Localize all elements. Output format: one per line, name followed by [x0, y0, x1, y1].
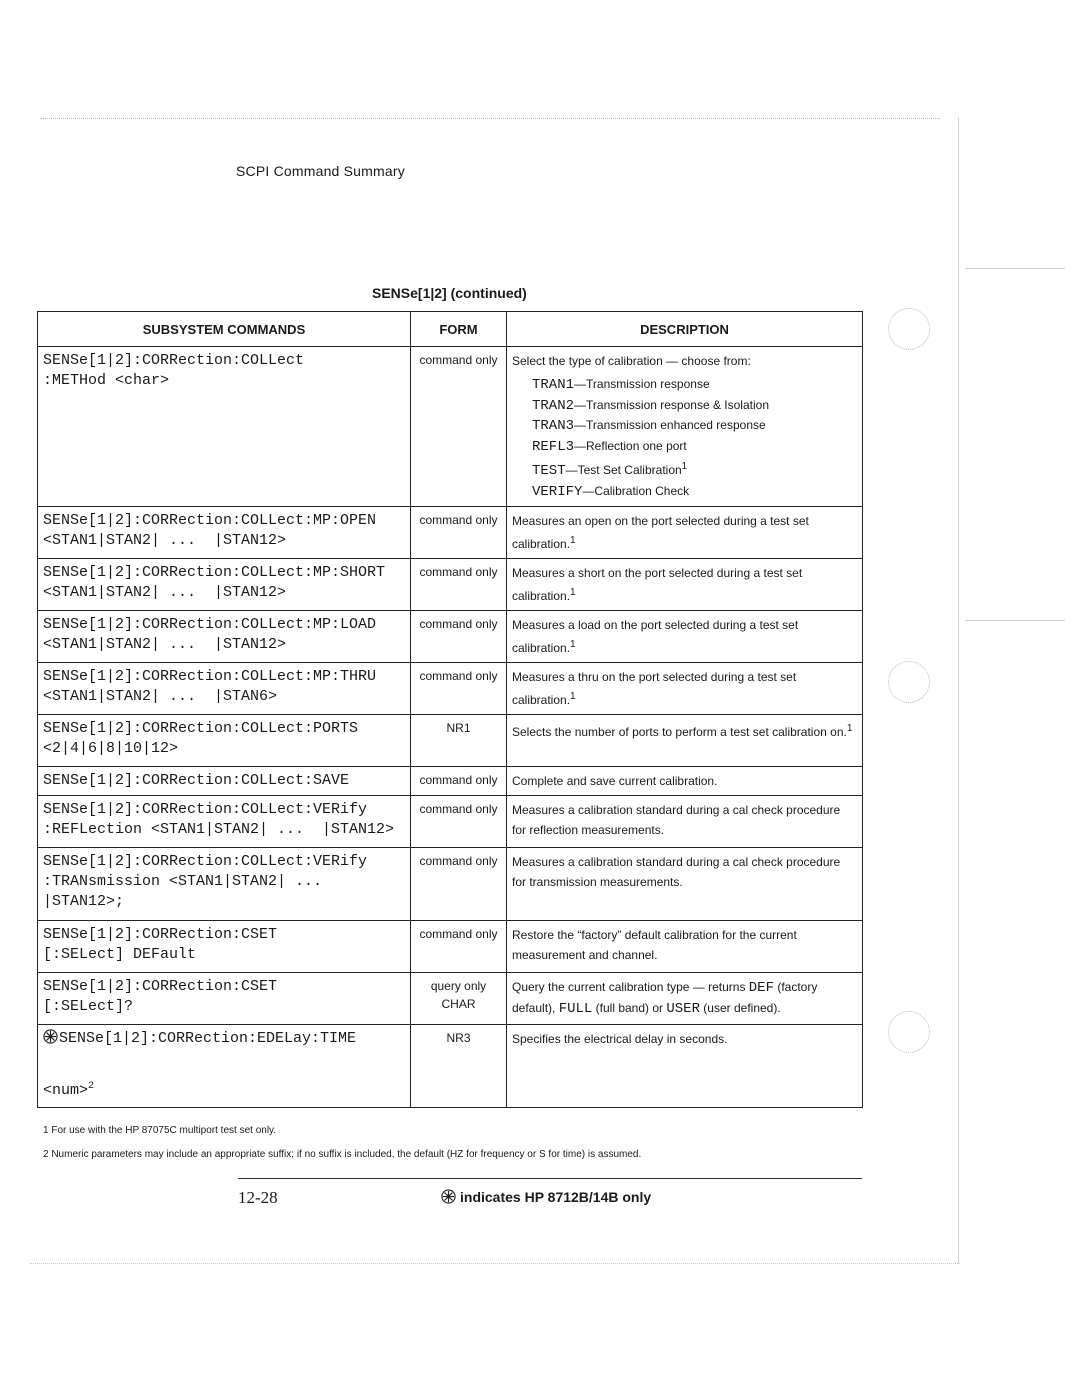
option-item: TRAN1—Transmission response — [532, 377, 710, 393]
method-option-list — [512, 375, 857, 502]
footnote-ref: 1 — [570, 535, 576, 546]
table-row — [38, 848, 863, 921]
table-row — [38, 611, 863, 663]
column-header: SUBSYSTEM COMMANDS — [38, 312, 411, 347]
form-cell: command only — [411, 767, 507, 796]
table-row — [38, 663, 863, 715]
command-text: SENSe[1|2]:CORRection:COLLect:MP:OPEN <STAN1|STAN2| ... |STAN12> — [43, 512, 377, 549]
command-text: SENSe[1|2]:CORRection:COLLect:VERify :TRANsmission <STAN1|STAN2| ... |STAN12>; — [43, 853, 368, 910]
option-item: VERIFY—Calibration Check — [532, 483, 690, 500]
scan-edge-mark — [965, 268, 1065, 269]
table-row — [38, 767, 863, 796]
form-cell: command only — [411, 507, 507, 559]
form-cell: NR3 — [411, 1025, 507, 1108]
description-text: Specifies the electrical delay in seconds. — [507, 1025, 863, 1108]
footnote-ref: 1 — [570, 639, 576, 650]
table-row — [38, 715, 863, 767]
command-text: SENSe[1|2]:CORRection:COLLect:MP:THRU <STAN1|STAN2| ... |STAN6> — [43, 668, 377, 705]
command-text: SENSe[1|2]:CORRection:EDELay:TIME — [43, 1029, 405, 1049]
table-row — [38, 796, 863, 848]
form-cell: command only — [411, 848, 507, 921]
command-text: SENSe[1|2]:CORRection:COLLect:SAVE — [43, 772, 350, 789]
form-cell: command only — [411, 559, 507, 611]
description-text: Measures a calibration standard during a cal check procedure for transmission measurements. — [507, 848, 863, 921]
column-header: FORM — [411, 312, 507, 347]
table-row — [38, 1025, 863, 1108]
hp-model-star-icon — [43, 1029, 58, 1044]
command-table — [37, 311, 863, 1108]
option-item: REFL3—Reflection one port — [532, 438, 687, 455]
footnote: 1 For use with the HP 87075C multiport test set only. — [43, 1125, 277, 1136]
form-value: query only — [430, 979, 487, 993]
description-text: Select the type of calibration — choose from: — [512, 354, 751, 368]
form-cell: NR1 — [411, 715, 507, 767]
footnote-ref: 1 — [570, 587, 576, 598]
footnote-ref: 1 — [570, 691, 576, 702]
footer-note: indicates HP 8712B/14B only — [441, 1189, 651, 1205]
description-text: Measures an open on the port selected during a test set calibration. — [512, 514, 809, 551]
form-cell — [411, 973, 507, 1025]
table-row — [38, 347, 863, 507]
form-cell: command only — [411, 663, 507, 715]
footer-rule — [238, 1178, 862, 1179]
footnote: 2 Numeric parameters may include an appropriate suffix; if no suffix is included, the default (HZ for frequency or S for time) is assumed. — [43, 1149, 642, 1160]
hp-model-star-icon — [441, 1189, 456, 1204]
description-text: Measures a calibration standard during a cal check procedure for reflection measurements. — [507, 796, 863, 848]
command-text: SENSe[1|2]:CORRection:CSET [:SELect] DEFault — [43, 926, 278, 963]
punch-hole — [888, 308, 930, 350]
description-text: Measures a thru on the port selected during a test set calibration. — [512, 670, 797, 707]
command-argument: <num>$^2$ — [43, 1081, 95, 1099]
form-cell: command only — [411, 921, 507, 973]
option-item: TRAN3—Transmission enhanced response — [532, 418, 766, 434]
page-number: 12-28 — [238, 1188, 278, 1207]
footnote-ref: 1 — [846, 723, 853, 734]
scan-edge-bottom — [30, 1263, 960, 1264]
command-text: SENSe[1|2]:CORRection:CSET [:SELect]? — [43, 978, 278, 1015]
scan-edge-right — [958, 118, 959, 1263]
command-text: SENSe[1|2]:CORRection:COLLect :METHod <char> — [43, 352, 305, 389]
table-row — [38, 507, 863, 559]
table-row — [38, 921, 863, 973]
form-cell: command only — [411, 347, 507, 507]
form-cell: command only — [411, 611, 507, 663]
description-text: Complete and save current calibration. — [507, 767, 863, 796]
description-text: Selects the number of ports to perform a test set calibration on. — [512, 725, 847, 739]
command-text: SENSe[1|2]:CORRection:COLLect:VERify :REFLection <STAN1|STAN2| ... |STAN12> — [43, 801, 395, 838]
option-item: TRAN2—Transmission response & Isolation — [532, 397, 769, 414]
scan-edge-mark — [965, 620, 1065, 621]
table-row — [38, 973, 863, 1025]
command-text: SENSe[1|2]:CORRection:COLLect:MP:SHORT <STAN1|STAN2| ... |STAN12> — [43, 564, 386, 601]
command-text: SENSe[1|2]:CORRection:COLLect:MP:LOAD <STAN1|STAN2| ... |STAN12> — [43, 616, 377, 653]
scan-edge-top — [40, 118, 940, 119]
punch-hole — [888, 661, 930, 703]
description-text: Measures a load on the port selected during a test set calibration. — [512, 618, 799, 655]
page-header: SCPI Command Summary — [236, 163, 405, 179]
command-text: SENSe[1|2]:CORRection:COLLect:PORTS <2|4|6|8|10|12> — [43, 720, 359, 757]
description-text: Measures a short on the port selected during a test set calibration. — [512, 566, 803, 603]
table-header-row — [38, 312, 863, 347]
punch-hole — [888, 1011, 930, 1053]
table-title: SENSe[1|2] (continued) — [372, 285, 527, 301]
form-value-secondary: CHAR — [441, 997, 476, 1011]
description-text: Restore the “factory” default calibration for the current measurement and channel. — [507, 921, 863, 973]
option-item: TEST—Test Set Calibration$^1$ — [532, 461, 688, 479]
form-cell: command only — [411, 796, 507, 848]
description-text: Query the current calibration type — returns DEF (factory default), FULL (full band) or USER (user defined). — [507, 973, 863, 1025]
table-row — [38, 559, 863, 611]
column-header: DESCRIPTION — [507, 312, 863, 347]
